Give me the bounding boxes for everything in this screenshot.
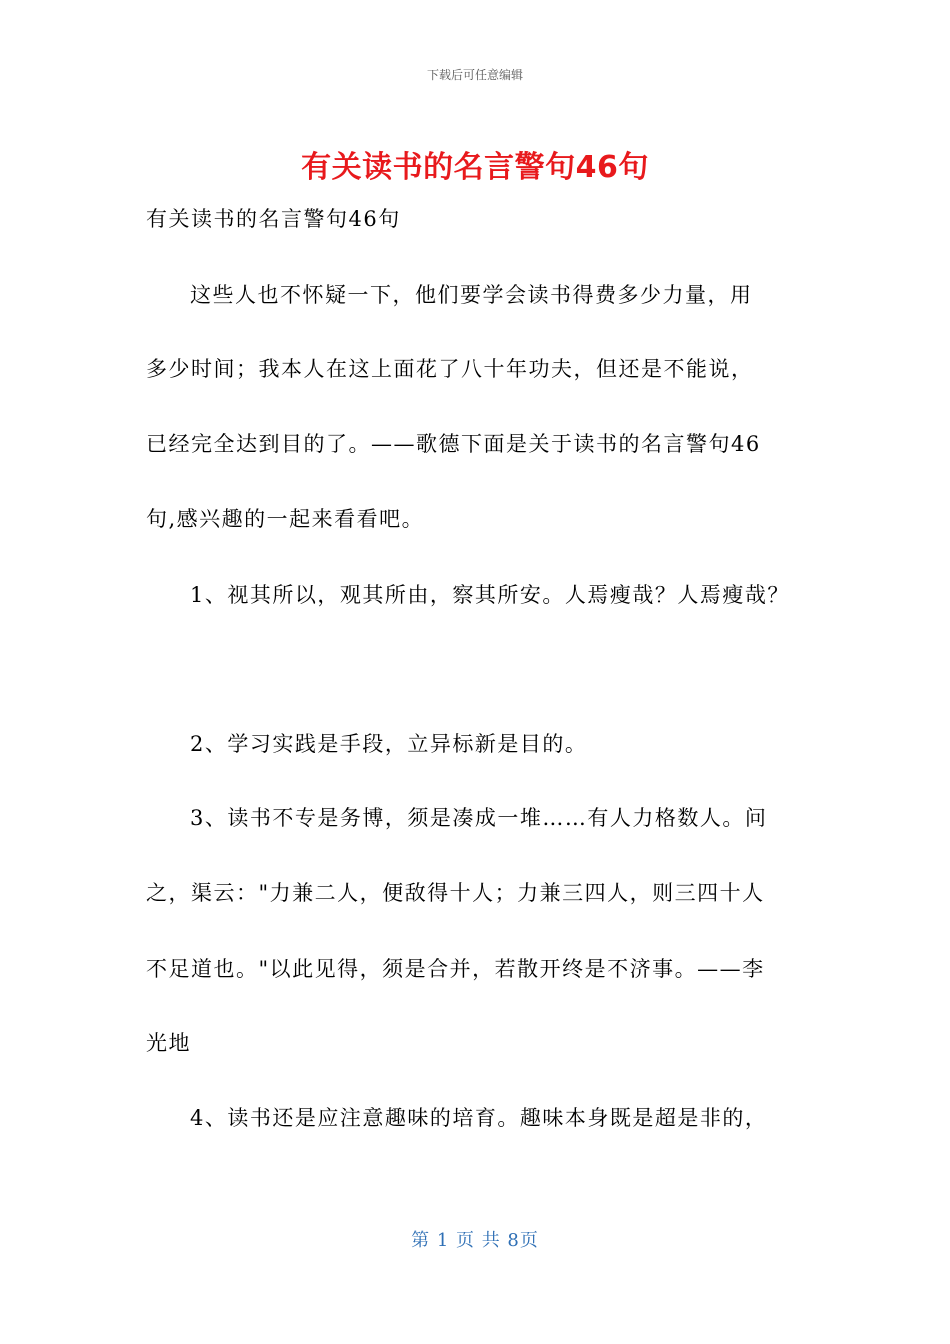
paragraph-line: 这些人也不怀疑一下，他们要学会读书得费多少力量，用: [190, 283, 753, 307]
paragraph-line: 已经完全达到目的了。——歌德下面是关于读书的名言警句46: [146, 432, 761, 456]
page-header: 下载后可任意编辑: [426, 68, 523, 82]
quote-item-1: 1、视其所以，观其所由，察其所安。人焉瘦哉？人焉瘦哉？: [190, 583, 790, 607]
paragraph-line: 光地: [146, 1031, 191, 1055]
paragraph-line: 不足道也。"以此见得，须是合并，若散开终是不济事。——李: [146, 957, 765, 981]
subtitle-line: 有关读书的名言警句46句: [146, 207, 401, 231]
paragraph-line: 多少时间；我本人在这上面花了八十年功夫，但还是不能说，: [146, 357, 754, 381]
paragraph-line: 之，渠云："力兼二人，便敌得十人；力兼三四人，则三四十人: [146, 881, 765, 905]
quote-item-4: 4、读书还是应注意趣味的培育。趣味本身既是超是非的，: [190, 1106, 768, 1130]
quote-item-3: 3、读书不专是务博，须是凑成一堆……有人力格数人。问: [190, 806, 768, 830]
quote-item-2: 2、学习实践是手段，立异标新是目的。: [190, 732, 588, 756]
document-title: 有关读书的名言警句46句: [301, 150, 649, 185]
paragraph-line: 句,感兴趣的一起来看看吧。: [146, 507, 425, 531]
page-footer: 第 1 页 共 8页: [411, 1230, 539, 1251]
